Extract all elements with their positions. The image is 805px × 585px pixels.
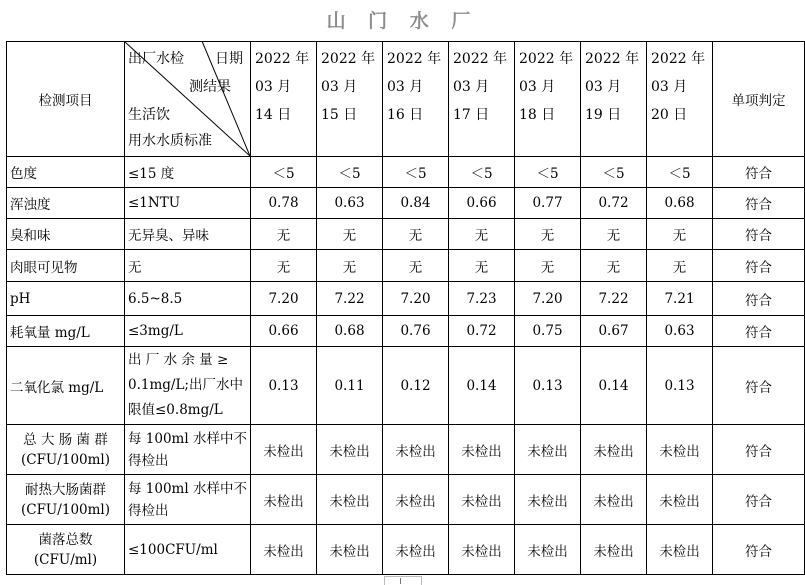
- value-cell: 0.68: [647, 188, 713, 219]
- value-cell: 无: [449, 219, 515, 250]
- standard-cell: 每 100ml 水样中不 得检出: [125, 475, 251, 525]
- header-verdict-label: 单项判定: [713, 42, 805, 157]
- verdict-cell: 符合: [713, 157, 805, 188]
- value-cell: 7.22: [317, 282, 383, 316]
- diag-label-top-right: 日期: [215, 51, 243, 67]
- verdict-cell: 符合: [713, 425, 805, 475]
- value-cell: ＜5: [383, 157, 449, 188]
- date-cell: 2022 年 03 月 15 日: [317, 42, 383, 157]
- value-cell: 无: [581, 219, 647, 250]
- value-cell: 未检出: [317, 425, 383, 475]
- verdict-cell: 符合: [713, 282, 805, 316]
- date-cell: 2022 年 03 月 16 日: [383, 42, 449, 157]
- value-cell: 无: [647, 250, 713, 282]
- value-cell: 0.75: [515, 316, 581, 347]
- value-cell: 未检出: [317, 475, 383, 525]
- value-cell: 无: [449, 250, 515, 282]
- value-cell: 未检出: [647, 425, 713, 475]
- value-cell: ＜5: [647, 157, 713, 188]
- value-cell: 未检出: [581, 525, 647, 575]
- value-cell: 无: [515, 250, 581, 282]
- standard-cell: ≤3mg/L: [125, 316, 251, 347]
- value-cell: 未检出: [647, 525, 713, 575]
- item-cell: 总 大 肠 菌 群 (CFU/100ml): [7, 425, 125, 475]
- item-cell: 耐热大肠菌群 (CFU/100ml): [7, 475, 125, 525]
- value-cell: 无: [251, 250, 317, 282]
- value-cell: 未检出: [581, 425, 647, 475]
- item-cell: 肉眼可见物: [7, 250, 125, 282]
- standard-cell: 每 100ml 水样中不 得检出: [125, 425, 251, 475]
- value-cell: 未检出: [449, 525, 515, 575]
- value-cell: 未检出: [515, 475, 581, 525]
- table-row: [7, 250, 805, 282]
- value-cell: 0.14: [581, 347, 647, 425]
- page-title: 山 门 水 厂: [326, 10, 479, 32]
- value-cell: 未检出: [383, 425, 449, 475]
- value-cell: 无: [647, 219, 713, 250]
- value-cell: 无: [515, 219, 581, 250]
- value-cell: 无: [317, 219, 383, 250]
- value-cell: 0.13: [647, 347, 713, 425]
- date-cell: 2022 年 03 月 19 日: [581, 42, 647, 157]
- table-row: [7, 425, 805, 475]
- standard-cell: ≤1NTU: [125, 188, 251, 219]
- verdict-cell: 符合: [713, 347, 805, 425]
- table-row: [7, 525, 805, 575]
- table-row: [7, 282, 805, 316]
- value-cell: 0.72: [581, 188, 647, 219]
- value-cell: 无: [251, 219, 317, 250]
- verdict-cell: 符合: [713, 525, 805, 575]
- value-cell: 未检出: [647, 475, 713, 525]
- verdict-cell: 符合: [713, 316, 805, 347]
- value-cell: ＜5: [251, 157, 317, 188]
- value-cell: 0.72: [449, 316, 515, 347]
- value-cell: 7.20: [383, 282, 449, 316]
- diagonal-header-cell: [125, 42, 251, 157]
- value-cell: 0.76: [383, 316, 449, 347]
- verdict-cell: 符合: [713, 250, 805, 282]
- item-cell: 浑浊度: [7, 188, 125, 219]
- date-cell: 2022 年 03 月 20 日: [647, 42, 713, 157]
- standard-cell: 6.5~8.5: [125, 282, 251, 316]
- item-cell: pH: [7, 282, 125, 316]
- value-cell: 0.84: [383, 188, 449, 219]
- value-cell: 7.23: [449, 282, 515, 316]
- standard-cell: ≤100CFU/ml: [125, 525, 251, 575]
- value-cell: 0.63: [647, 316, 713, 347]
- standard-cell: 出 厂 水 余 量 ≥ 0.1mg/L;出厂水中 限值≤0.8mg/L: [125, 347, 251, 425]
- item-cell: 色度: [7, 157, 125, 188]
- date-cell: 2022 年 03 月 14 日: [251, 42, 317, 157]
- value-cell: 0.11: [317, 347, 383, 425]
- standard-cell: ≤15 度: [125, 157, 251, 188]
- value-cell: 未检出: [251, 475, 317, 525]
- value-cell: 无: [581, 250, 647, 282]
- value-cell: 0.66: [251, 316, 317, 347]
- value-cell: 0.13: [515, 347, 581, 425]
- standard-cell: 无: [125, 250, 251, 282]
- value-cell: 无: [383, 250, 449, 282]
- verdict-cell: 符合: [713, 475, 805, 525]
- value-cell: 0.63: [317, 188, 383, 219]
- header-item-label: 检测项目: [7, 42, 125, 157]
- value-cell: 无: [383, 219, 449, 250]
- value-cell: 0.78: [251, 188, 317, 219]
- item-cell: 二氧化氯 mg/L: [7, 347, 125, 425]
- water-quality-table: [6, 41, 805, 575]
- value-cell: 0.14: [449, 347, 515, 425]
- value-cell: 0.68: [317, 316, 383, 347]
- table-row: [7, 475, 805, 525]
- value-cell: 未检出: [449, 425, 515, 475]
- item-cell: 臭和味: [7, 219, 125, 250]
- verdict-cell: 符合: [713, 219, 805, 250]
- value-cell: ＜5: [449, 157, 515, 188]
- value-cell: 0.12: [383, 347, 449, 425]
- header-row: [7, 42, 805, 157]
- diag-label-middle: 测结果: [189, 79, 231, 95]
- item-cell: 耗氧量 mg/L: [7, 316, 125, 347]
- value-cell: 未检出: [383, 475, 449, 525]
- value-cell: 未检出: [515, 425, 581, 475]
- value-cell: 未检出: [251, 525, 317, 575]
- standard-cell: 无异臭、异味: [125, 219, 251, 250]
- diag-label-bottom-1: 生活饮: [128, 107, 170, 123]
- value-cell: 未检出: [581, 475, 647, 525]
- value-cell: 7.20: [515, 282, 581, 316]
- table-row: [7, 219, 805, 250]
- diag-label-top-left: 出厂水检: [128, 51, 184, 67]
- value-cell: 未检出: [251, 425, 317, 475]
- value-cell: 7.20: [251, 282, 317, 316]
- date-cell: 2022 年 03 月 17 日: [449, 42, 515, 157]
- value-cell: 未检出: [317, 525, 383, 575]
- item-cell: 菌落总数 (CFU/ml): [7, 525, 125, 575]
- table-row: [7, 157, 805, 188]
- value-cell: 0.67: [581, 316, 647, 347]
- value-cell: 0.13: [251, 347, 317, 425]
- diag-label-bottom-2: 用水水质标准: [128, 133, 212, 149]
- value-cell: ＜5: [515, 157, 581, 188]
- table-row: [7, 347, 805, 425]
- value-cell: 未检出: [383, 525, 449, 575]
- table-row: [7, 188, 805, 219]
- value-cell: 0.77: [515, 188, 581, 219]
- value-cell: ＜5: [317, 157, 383, 188]
- value-cell: 7.21: [647, 282, 713, 316]
- value-cell: 未检出: [515, 525, 581, 575]
- value-cell: 0.66: [449, 188, 515, 219]
- value-cell: 未检出: [449, 475, 515, 525]
- verdict-cell: 符合: [713, 188, 805, 219]
- value-cell: 无: [317, 250, 383, 282]
- value-cell: ＜5: [581, 157, 647, 188]
- value-cell: 7.22: [581, 282, 647, 316]
- date-cell: 2022 年 03 月 18 日: [515, 42, 581, 157]
- table-row: [7, 316, 805, 347]
